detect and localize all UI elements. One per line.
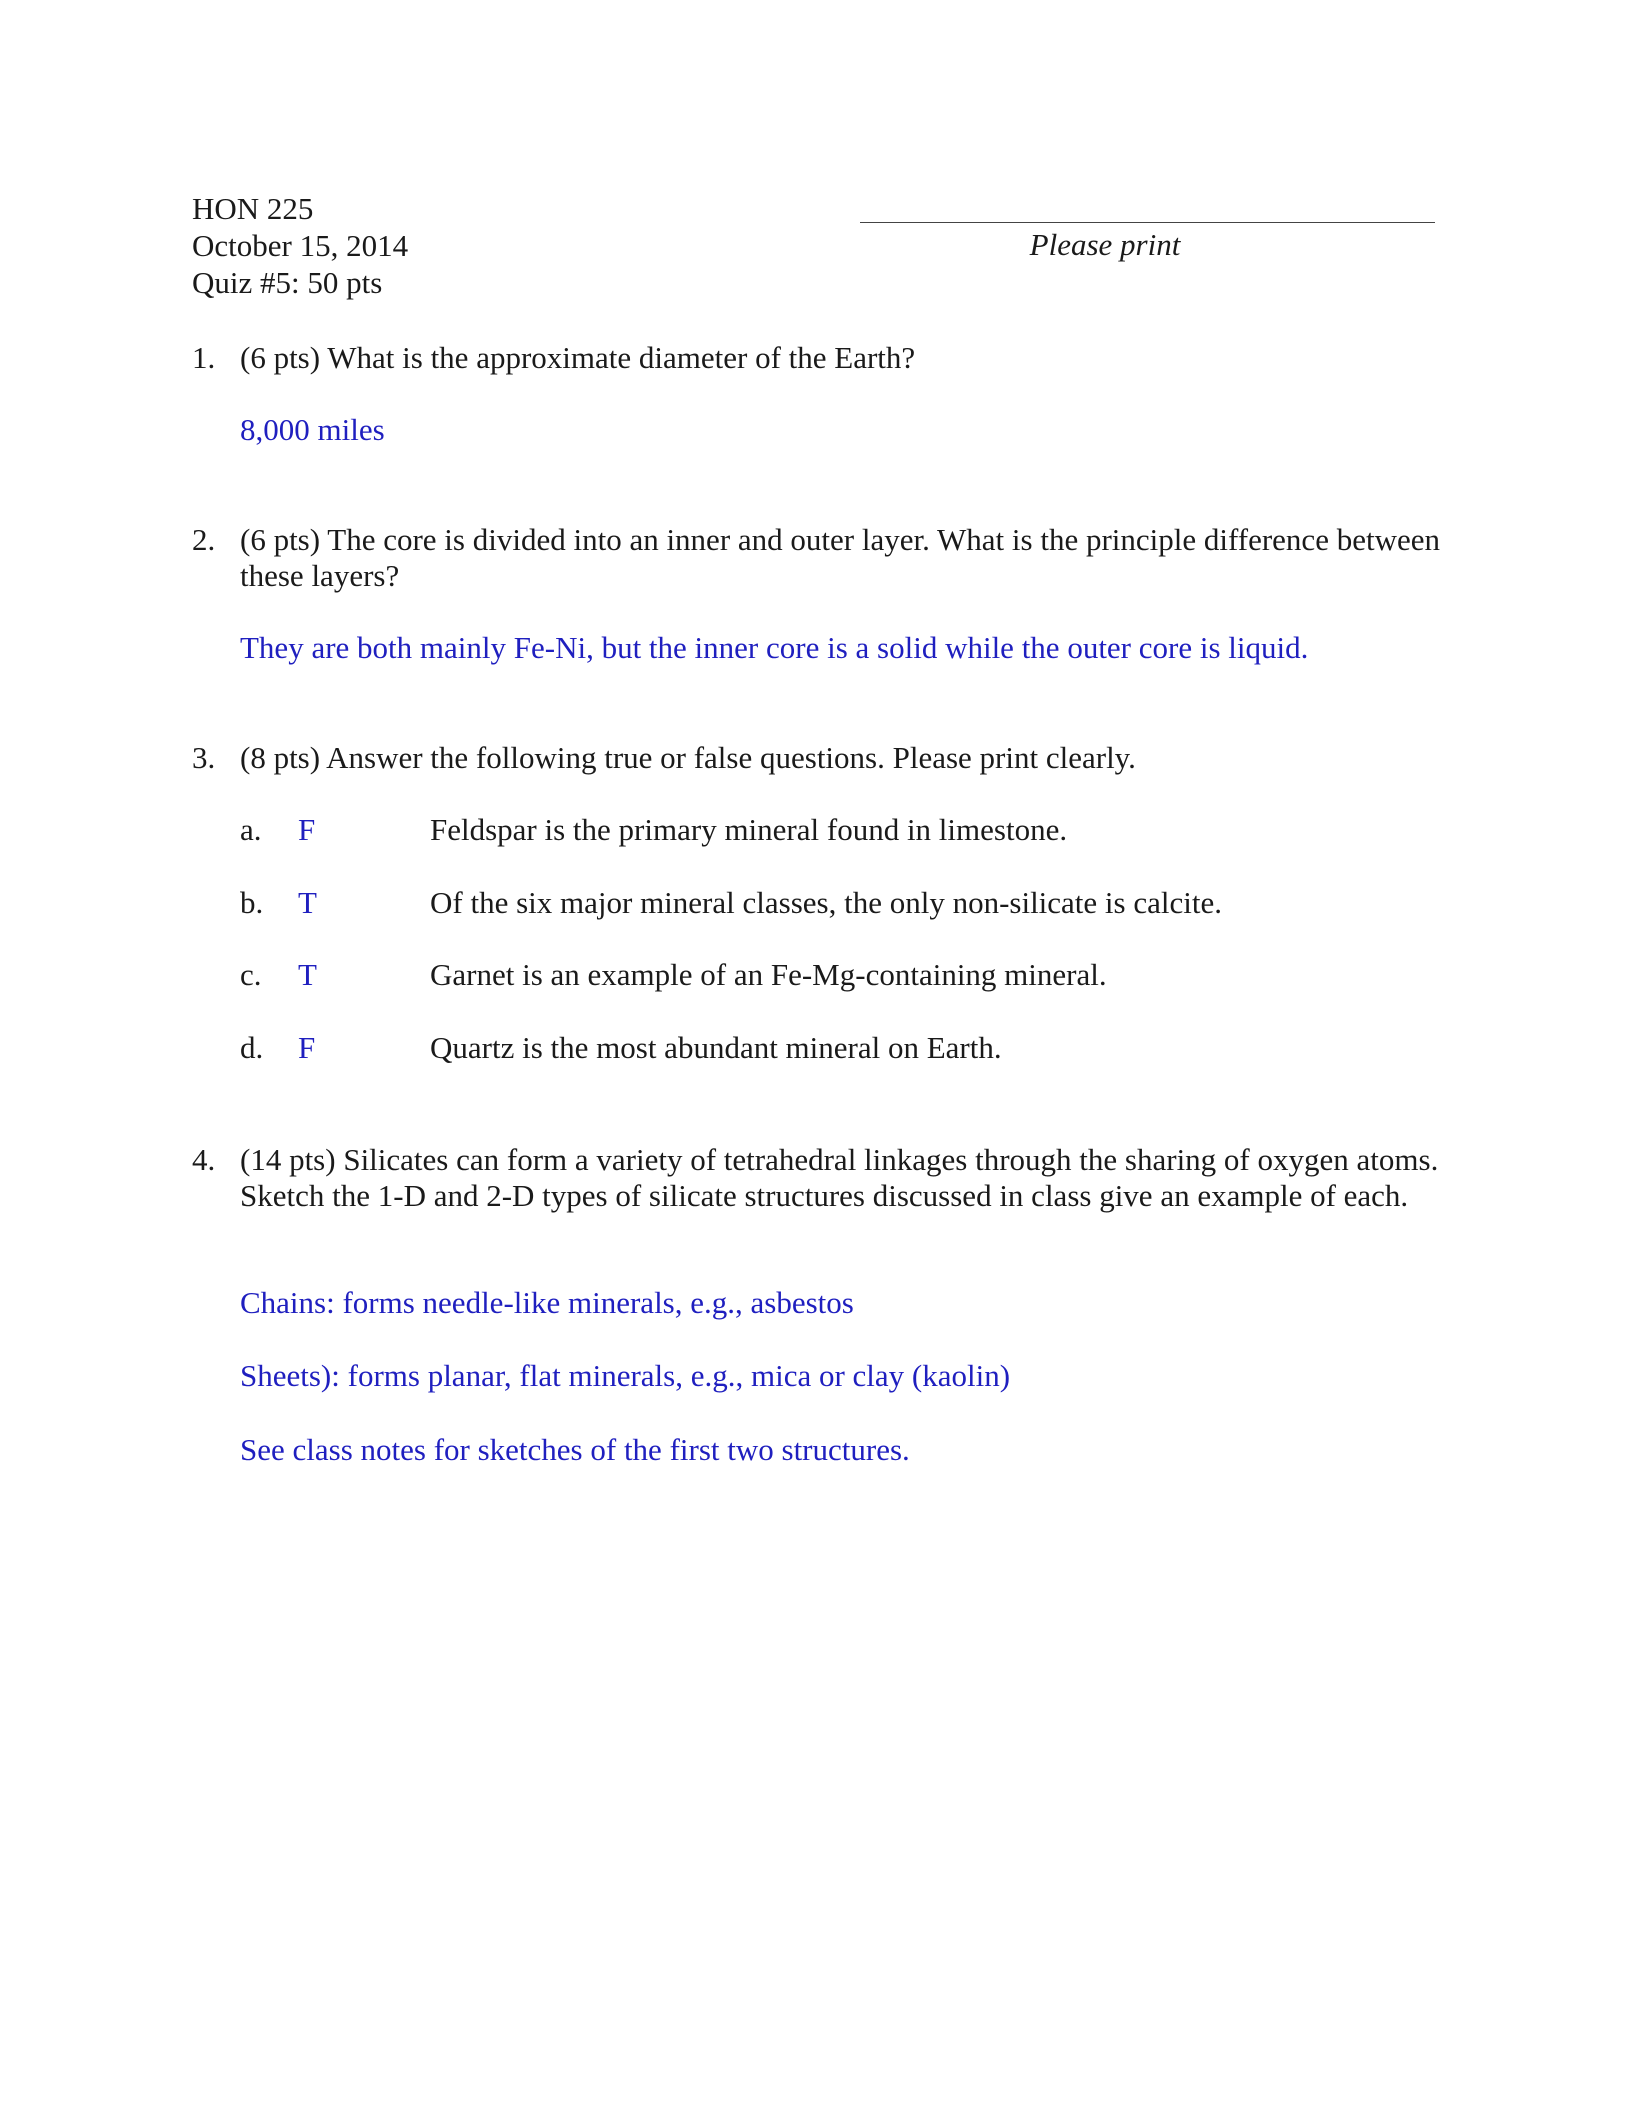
tf-answer: F [298,1030,316,1065]
answer-4-chains: Chains: forms needle-like minerals, e.g., asbestos [240,1285,854,1320]
tf-statement: Quartz is the most abundant mineral on Earth. [430,1030,1002,1065]
answer-4-note: See class notes for sketches of the first two structures. [240,1432,910,1467]
tf-answer: F [298,812,316,847]
tf-letter: d. [240,1030,264,1065]
question-number: 3. [192,740,216,775]
course-code: HON 225 [192,191,314,226]
question-text: (6 pts) What is the approximate diameter of the Earth? [240,340,916,375]
tf-item-c [240,957,1440,997]
name-blank-line [860,222,1435,223]
question-number: 4. [192,1142,216,1177]
tf-letter: b. [240,885,264,920]
question-4 [192,1142,1452,1214]
name-prompt: Please print [1029,227,1181,262]
tf-statement: Of the six major mineral classes, the only non-silicate is calcite. [430,885,1222,920]
question-text: (6 pts) The core is divided into an inner and outer layer. What is the principle difference between these layers? [240,522,1440,593]
tf-answer: T [298,885,317,920]
tf-item-b [240,885,1440,925]
quiz-date: October 15, 2014 [192,228,409,263]
tf-statement: Feldspar is the primary mineral found in limestone. [430,812,1068,847]
tf-answer: T [298,957,317,992]
question-3 [192,740,1452,776]
answer-1: 8,000 miles [240,412,385,447]
question-2 [192,522,1452,594]
tf-letter: a. [240,812,262,847]
question-text: (14 pts) Silicates can form a variety of tetrahedral linkages through the sharing of oxygen atoms. Sketch the 1-D and 2-D types of silicate structures discussed in class give an example of each. [240,1142,1439,1213]
answer-2: They are both mainly Fe-Ni, but the inner core is a solid while the outer core is liquid. [240,630,1309,665]
tf-item-d [240,1030,1440,1070]
question-text: (8 pts) Answer the following true or false questions. Please print clearly. [240,740,1136,775]
question-number: 2. [192,522,216,557]
tf-item-a [240,812,1440,852]
question-number: 1. [192,340,216,375]
question-1 [192,340,1452,376]
quiz-title: Quiz #5: 50 pts [192,265,383,300]
answer-4-sheets: Sheets): forms planar, flat minerals, e.g., mica or clay (kaolin) [240,1358,1011,1393]
header-info [192,190,408,301]
tf-letter: c. [240,957,262,992]
tf-statement: Garnet is an example of an Fe-Mg-containing mineral. [430,957,1107,992]
